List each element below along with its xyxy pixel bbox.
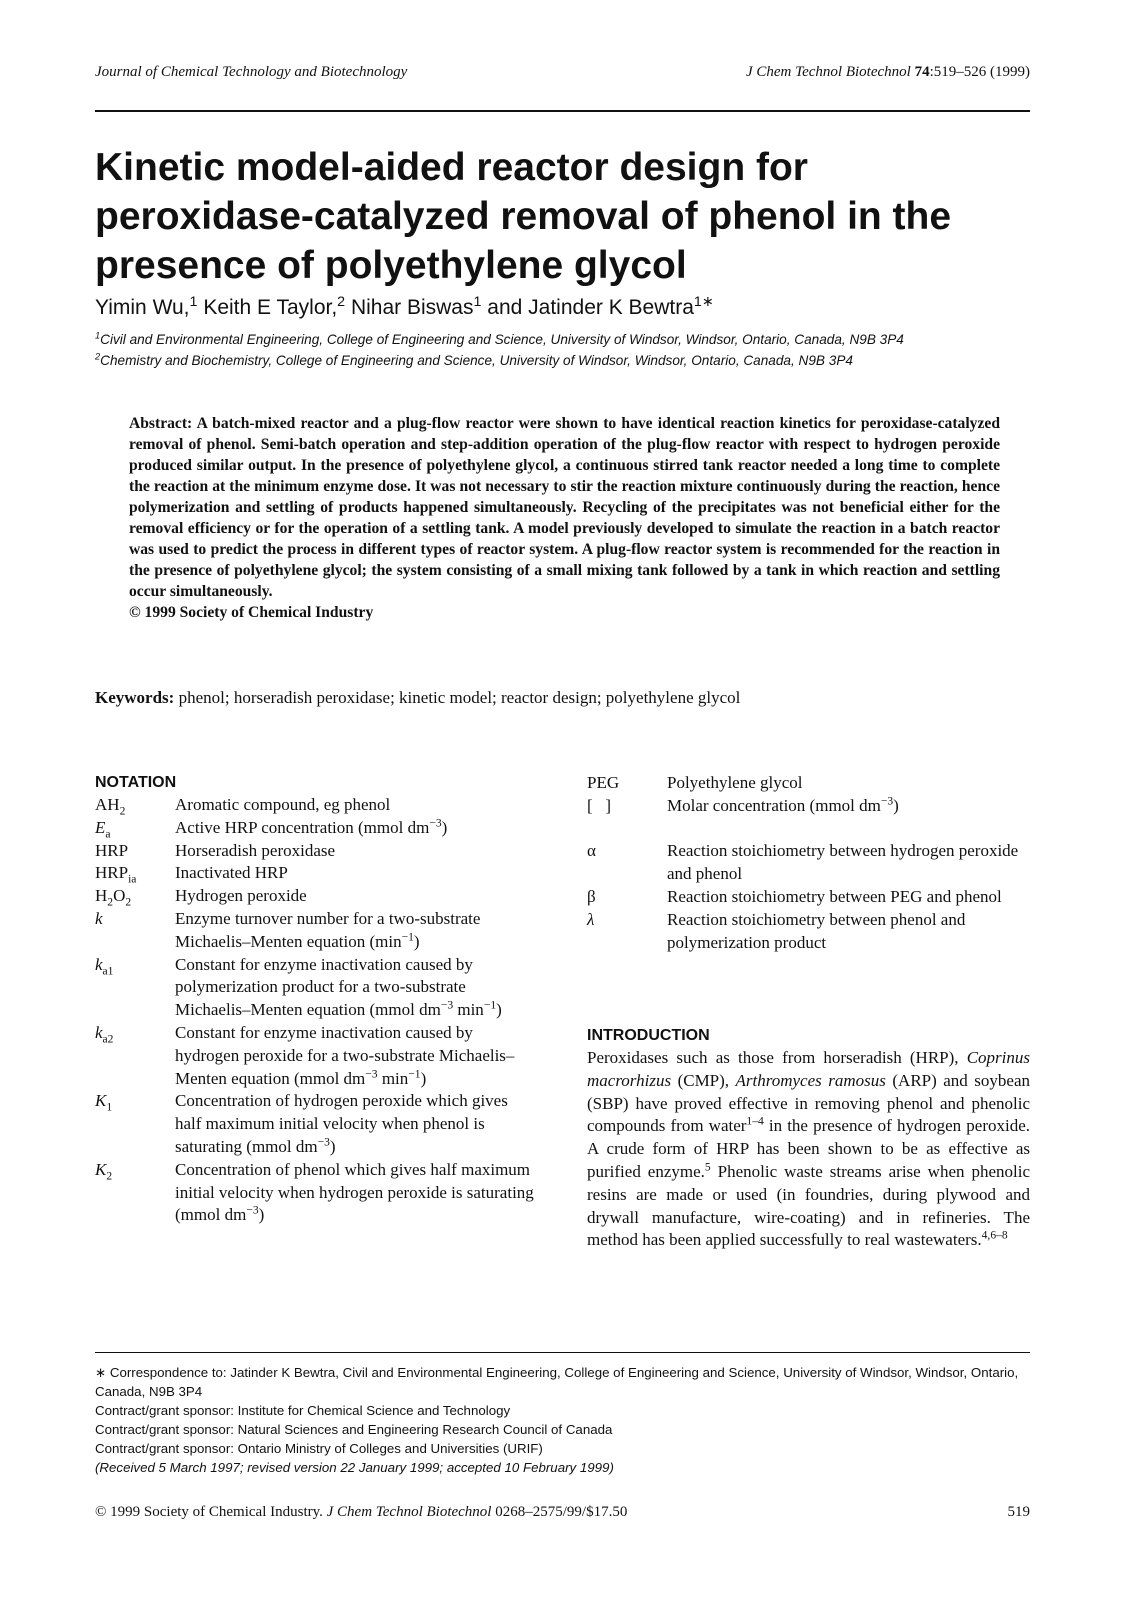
notation-symbol: β xyxy=(587,886,596,906)
notation-symbol: HRP xyxy=(95,840,129,860)
affiliation xyxy=(95,331,1030,349)
abstract-copyright: © 1999 Society of Chemical Industry xyxy=(129,604,374,621)
notation-symbol: [ ] xyxy=(587,795,612,815)
notation-symbol: α xyxy=(587,841,596,861)
notation-symbol: $AH_2$ xyxy=(95,795,126,818)
citation xyxy=(746,64,1030,81)
notation-row xyxy=(95,908,535,954)
keywords xyxy=(95,687,1030,709)
paper-title: Kinetic model-aided reactor design for peroxidase-catalyzed removal of phenol in the presence of polyethylene glycol xyxy=(95,146,952,287)
author: Yimin Wu, xyxy=(95,296,190,319)
notation-row xyxy=(587,795,1030,818)
notation-definition: Polyethylene glycol xyxy=(667,773,803,792)
header-rule xyxy=(95,110,1030,112)
footnote-correspondence: ∗ Correspondence to: Jatinder K Bewtra, Civil and Environmental Engineering, College of Engineering and Science, University of Windsor, Windsor, Ontario, Canada, N9B 3P4 xyxy=(95,1365,1019,1399)
notation-row xyxy=(95,1022,535,1090)
notation-row xyxy=(95,1159,535,1227)
affiliation-mark: 2 xyxy=(95,351,101,362)
notation-row xyxy=(95,862,535,885)
notation-symbol: PEG xyxy=(587,773,620,792)
notation-row xyxy=(587,886,1030,909)
footer-copyright: © 1999 Society of Chemical Industry. xyxy=(95,1504,323,1520)
introduction-heading: INTRODUCTION xyxy=(587,1027,710,1044)
author-affil-mark: 1∗ xyxy=(693,294,714,310)
notation-row xyxy=(95,817,535,840)
notation-row xyxy=(587,840,1030,886)
notation-definition: Horseradish peroxidase xyxy=(175,840,336,860)
affiliation-text: Chemistry and Biochemistry, College of Engineering and Science, University of Windsor, Windsor, Ontario, Canada, N9B 3P4 xyxy=(100,353,853,368)
abstract xyxy=(129,413,1000,623)
footer-journal: J Chem Technol Biotechnol xyxy=(326,1504,492,1520)
notation-definition: Molar concentration (mmol $dm^{-3}$) xyxy=(667,794,899,815)
author: and Jatinder K Bewtra xyxy=(487,296,694,319)
notation-definition: Concentration of phenol which gives half maximum initial velocity when hydrogen peroxide is saturating (mmol $dm^{-3}$) xyxy=(175,1159,534,1225)
notation-symbol: λ xyxy=(587,909,595,929)
notation-definition: Concentration of hydrogen peroxide which gives half maximum initial velocity when phenol is saturating (mmol $dm^{-3}$) xyxy=(175,1091,508,1156)
footnote-sponsor: Contract/grant sponsor: Institute for Chemical Science and Technology xyxy=(95,1403,511,1418)
notation-row xyxy=(95,840,535,863)
notation-row xyxy=(95,1090,535,1158)
footer-issn: 0268–2575/99/$17.50 xyxy=(495,1504,628,1520)
citation-abbrev: J Chem Technol Biotechnol xyxy=(745,64,911,80)
footnote-sponsor: Contract/grant sponsor: Ontario Ministry of Colleges and Universities (URIF) xyxy=(95,1441,543,1456)
notation-row xyxy=(587,772,1030,795)
notation-symbol: $K_2$ xyxy=(95,1159,113,1183)
author-list xyxy=(95,294,1030,322)
author-affil-mark: 1 xyxy=(189,294,198,310)
keywords-text: phenol; horseradish peroxidase; kinetic model; reactor design; polyethylene glycol xyxy=(178,688,741,707)
journal-name: Journal of Chemical Technology and Biotechnology xyxy=(95,64,408,80)
notation-symbol: $k_{a2}$ xyxy=(95,1022,114,1046)
introduction-body xyxy=(587,1047,1030,1252)
notation-symbol: $H_2O_2$ xyxy=(95,886,132,909)
notation-row xyxy=(95,885,535,908)
author: Keith E Taylor, xyxy=(203,296,338,319)
notation-definition: Reaction stoichiometry between PEG and phenol xyxy=(667,886,1002,906)
affiliation-text: Civil and Environmental Engineering, College of Engineering and Science, University of Windsor, Windsor, Ontario, Canada, N9B 3P4 xyxy=(100,332,904,347)
notation-definition: Reaction stoichiometry between phenol and polymerization product xyxy=(667,909,966,952)
author: Nihar Biswas xyxy=(350,296,474,319)
received-dates: (Received 5 March 1997; revised version 22 January 1999; accepted 10 February 1999) xyxy=(95,1460,614,1475)
introduction-paragraph: Peroxidases such as those from horseradish (HRP), Coprinus macrorhizus (CMP), Arthromyces ramosus (ARP) and soybean (SBP) have proved effective in removing phenol and phenolic compounds from water$^{1-4}$ in the presence of hydrogen peroxide. A crude form of HRP has been shown to be as effective as purified enzyme.$^5$ Phenolic waste streams arise when phenolic resins are made or used (in foundries, during plywood and drywall manufacture, wire-coating) and in refineries. The method has been applied successfully to real wastewaters.$^{4,6-8}$ xyxy=(587,1048,1030,1250)
notation-symbol: k xyxy=(95,908,103,928)
notation-definition: Aromatic compound, eg phenol xyxy=(175,795,391,814)
notation-definition: Hydrogen peroxide xyxy=(175,886,307,906)
affiliation-mark: 1 xyxy=(95,330,101,341)
notation-gap xyxy=(587,818,1030,841)
notation-list-left xyxy=(95,794,535,1227)
author-affil-mark: 1 xyxy=(473,294,482,310)
page-footer xyxy=(95,1504,1030,1526)
citation-pages: :519–526 xyxy=(929,64,987,80)
notation-definition: Active HRP concentration (mmol $dm^{-3}$) xyxy=(175,816,448,837)
notation-symbol: $E_a$ xyxy=(95,817,111,841)
notation-row xyxy=(587,909,1030,955)
notation-symbol: $k_{a1}$ xyxy=(95,954,114,977)
notation-symbol: $HRP_{ia}$ xyxy=(95,863,137,886)
notation-definition: Constant for enzyme inactivation caused by polymerization product for a two-substrate Michaelis–Menten equation (mmol $dm^{-3}$ $\min^{-1}$) xyxy=(175,954,502,1020)
citation-year: (1999) xyxy=(990,64,1030,80)
footer-citation xyxy=(95,1504,627,1521)
author-affil-mark: 2 xyxy=(337,294,346,310)
notation-definition: Reaction stoichiometry between hydrogen peroxide and phenol xyxy=(667,841,1019,884)
page-number: 519 xyxy=(1007,1504,1030,1520)
keywords-label: Keywords: xyxy=(95,688,175,707)
notation-definition: Inactivated HRP xyxy=(175,863,288,883)
notation-heading: NOTATION xyxy=(95,774,177,791)
notation-definition: Enzyme turnover number for a two-substrate Michaelis–Menten equation $(\min^{-1})$ xyxy=(175,908,481,951)
footnotes xyxy=(95,1363,1030,1477)
running-header xyxy=(95,64,1030,88)
notation-definition: Constant for enzyme inactivation caused by hydrogen peroxide for a two-substrate Michaelis–Menten equation (mmol $dm^{-3}$ $\min^{-1}$) xyxy=(175,1022,515,1088)
notation-row xyxy=(95,954,535,1022)
citation-volume: 74 xyxy=(914,64,930,80)
footnote-rule xyxy=(95,1352,1030,1353)
footnote-sponsor: Contract/grant sponsor: Natural Sciences and Engineering Research Council of Canada xyxy=(95,1422,613,1437)
notation-row xyxy=(95,794,535,817)
abstract-text: Abstract: A batch-mixed reactor and a plug-flow reactor were shown to have identical reaction kinetics for peroxidase-catalyzed removal of phenol. Semi-batch operation and step-addition operation of the plug-flow reactor with respect to hydrogen peroxide produced similar output. In the presence of polyethylene glycol, a continuous stirred tank reactor needed a long time to complete the reaction at the minimum enzyme dose. It was not necessary to stir the reaction mixture continuously during the reaction, hence polymerization and settling of products happened simultaneously. Recycling of the precipitates was not beneficial either for the removal efficiency or for the operation of a settling tank. A model previously developed to simulate the reaction in a batch reactor was used to predict the process in different types of reactor system. A plug-flow reactor system is recommended for the reaction in the presence of polyethylene glycol; the system consisting of a small mixing tank followed by a tank in which reaction and settling occur simultaneously. xyxy=(129,415,1000,600)
notation-list-right xyxy=(587,772,1030,954)
notation-symbol: $K_1$ xyxy=(95,1091,113,1114)
affiliation xyxy=(95,352,1030,370)
